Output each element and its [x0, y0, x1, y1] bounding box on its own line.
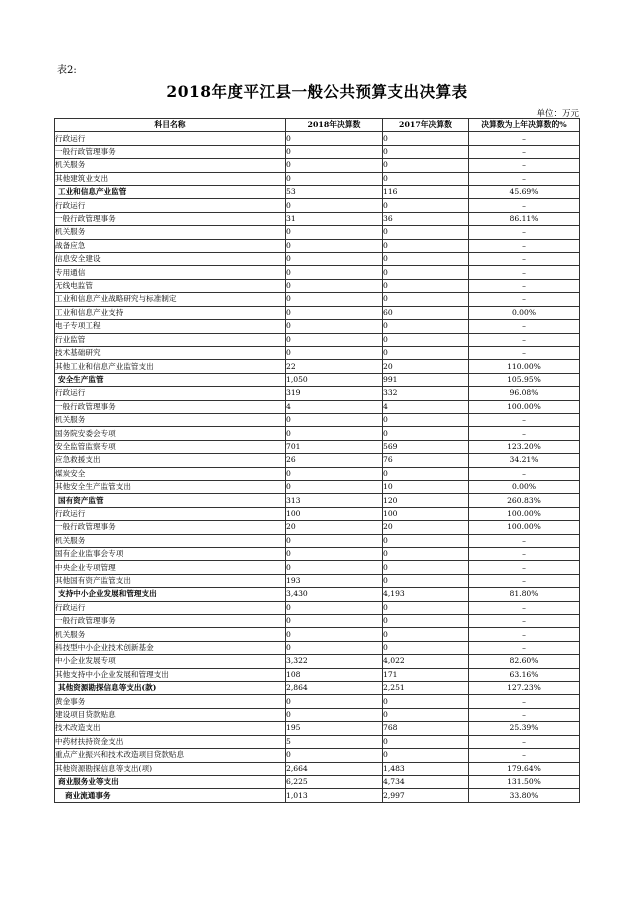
row-2017-value: 60 [383, 306, 469, 319]
row-ratio-value: – [469, 749, 580, 762]
table-row [55, 239, 580, 252]
row-ratio-value: 123.20% [469, 440, 580, 453]
table-row [55, 655, 580, 668]
row-ratio-value: – [469, 574, 580, 587]
row-2018-value: 0 [286, 279, 383, 292]
row-subject-name: 一般行政管理事务 [55, 400, 286, 413]
table-row [55, 762, 580, 775]
row-ratio-value: – [469, 641, 580, 654]
row-2017-value: 120 [383, 494, 469, 507]
row-ratio-value: – [469, 413, 580, 426]
row-2017-value: 76 [383, 454, 469, 467]
row-2018-value: 0 [286, 548, 383, 561]
table-row [55, 413, 580, 426]
row-2017-value: 0 [383, 293, 469, 306]
table-row [55, 494, 580, 507]
row-subject-name: 机关服务 [55, 226, 286, 239]
row-ratio-value: – [469, 628, 580, 641]
row-subject-name: 中药材扶持资金支出 [55, 735, 286, 748]
row-2017-value: 0 [383, 239, 469, 252]
row-subject-name: 安全生产监管 [55, 373, 286, 386]
row-ratio-value: 100.00% [469, 521, 580, 534]
row-2018-value: 0 [286, 749, 383, 762]
row-2018-value: 0 [286, 641, 383, 654]
row-2018-value: 1,050 [286, 373, 383, 386]
row-2018-value: 0 [286, 628, 383, 641]
row-2017-value: 0 [383, 601, 469, 614]
table-row [55, 641, 580, 654]
table-body [55, 132, 580, 802]
row-subject-name: 煤炭安全 [55, 467, 286, 480]
table-row [55, 601, 580, 614]
row-2017-value: 1,483 [383, 762, 469, 775]
unit-label: 单位：万元 [536, 109, 579, 119]
row-subject-name: 工业和信息产业监管 [55, 186, 286, 199]
table-row [55, 749, 580, 762]
row-subject-name: 机关服务 [55, 159, 286, 172]
row-2017-value: 0 [383, 641, 469, 654]
row-ratio-value: – [469, 279, 580, 292]
row-2017-value: 0 [383, 615, 469, 628]
row-2017-value: 0 [383, 132, 469, 145]
row-subject-name: 行政运行 [55, 601, 286, 614]
table-row [55, 266, 580, 279]
table-row [55, 427, 580, 440]
row-2018-value: 0 [286, 561, 383, 574]
row-ratio-value: – [469, 145, 580, 158]
row-ratio-value: – [469, 199, 580, 212]
table-row [55, 574, 580, 587]
row-subject-name: 行政运行 [55, 132, 286, 145]
row-ratio-value: 0.00% [469, 480, 580, 493]
row-ratio-value: 0.00% [469, 306, 580, 319]
row-2017-value: 0 [383, 413, 469, 426]
row-ratio-value: – [469, 548, 580, 561]
row-2018-value: 0 [286, 615, 383, 628]
table-row [55, 695, 580, 708]
row-2018-value: 100 [286, 507, 383, 520]
table-row [55, 400, 580, 413]
page-title: 2018年度平江县一般公共预算支出决算表 [166, 82, 468, 101]
table-row [55, 708, 580, 721]
row-subject-name: 中小企业发展专项 [55, 655, 286, 668]
row-ratio-value: – [469, 601, 580, 614]
row-subject-name: 信息安全建设 [55, 253, 286, 266]
row-2017-value: 20 [383, 360, 469, 373]
table-row [55, 159, 580, 172]
row-2018-value: 0 [286, 320, 383, 333]
row-2018-value: 0 [286, 145, 383, 158]
table-row [55, 132, 580, 145]
row-2018-value: 0 [286, 467, 383, 480]
row-2018-value: 4 [286, 400, 383, 413]
row-subject-name: 机关服务 [55, 534, 286, 547]
row-ratio-value: – [469, 534, 580, 547]
row-2018-value: 0 [286, 132, 383, 145]
row-2017-value: 0 [383, 548, 469, 561]
row-subject-name: 机关服务 [55, 413, 286, 426]
table-header-row [55, 119, 580, 132]
row-subject-name: 黄金事务 [55, 695, 286, 708]
table-row [55, 480, 580, 493]
row-ratio-value: 82.60% [469, 655, 580, 668]
row-subject-name: 支持中小企业发展和管理支出 [55, 588, 286, 601]
row-2018-value: 3,430 [286, 588, 383, 601]
row-ratio-value: – [469, 615, 580, 628]
row-subject-name: 重点产业振兴和技术改造项目贷款贴息 [55, 749, 286, 762]
row-2017-value: 0 [383, 534, 469, 547]
row-2018-value: 6,225 [286, 775, 383, 788]
table-row [55, 735, 580, 748]
table-row [55, 561, 580, 574]
row-2018-value: 195 [286, 722, 383, 735]
row-ratio-value: 127.23% [469, 682, 580, 695]
row-2017-value: 0 [383, 199, 469, 212]
row-2018-value: 0 [286, 199, 383, 212]
table-row [55, 628, 580, 641]
table-row [55, 253, 580, 266]
row-2017-value: 100 [383, 507, 469, 520]
row-ratio-value: 100.00% [469, 400, 580, 413]
table-row [55, 320, 580, 333]
table-row [55, 360, 580, 373]
row-subject-name: 工业和信息产业支持 [55, 306, 286, 319]
row-2017-value: 991 [383, 373, 469, 386]
table-row [55, 172, 580, 185]
row-ratio-value: 96.08% [469, 387, 580, 400]
row-ratio-value: 100.00% [469, 507, 580, 520]
row-subject-name: 机关服务 [55, 628, 286, 641]
row-ratio-value: – [469, 467, 580, 480]
table-row [55, 534, 580, 547]
row-2017-value: 36 [383, 212, 469, 225]
row-ratio-value: – [469, 695, 580, 708]
row-2018-value: 313 [286, 494, 383, 507]
row-2018-value: 53 [286, 186, 383, 199]
row-2017-value: 768 [383, 722, 469, 735]
table-row [55, 279, 580, 292]
row-2018-value: 0 [286, 708, 383, 721]
row-2017-value: 0 [383, 266, 469, 279]
row-subject-name: 战备应急 [55, 239, 286, 252]
table-row [55, 588, 580, 601]
row-subject-name: 科技型中小企业技术创新基金 [55, 641, 286, 654]
row-2017-value: 0 [383, 333, 469, 346]
row-subject-name: 一般行政管理事务 [55, 615, 286, 628]
row-subject-name: 无线电监管 [55, 279, 286, 292]
row-2017-value: 0 [383, 628, 469, 641]
row-2017-value: 0 [383, 427, 469, 440]
row-subject-name: 一般行政管理事务 [55, 212, 286, 225]
row-ratio-value: – [469, 226, 580, 239]
row-2017-value: 4,734 [383, 775, 469, 788]
table-row [55, 212, 580, 225]
row-subject-name: 行政运行 [55, 199, 286, 212]
column-header-ratio: 决算数为上年决算数的% [469, 119, 580, 132]
row-ratio-value: 131.50% [469, 775, 580, 788]
row-subject-name: 技术基础研究 [55, 346, 286, 359]
row-2018-value: 0 [286, 695, 383, 708]
row-ratio-value: – [469, 266, 580, 279]
table-row [55, 226, 580, 239]
row-2018-value: 0 [286, 346, 383, 359]
row-ratio-value: 81.80% [469, 588, 580, 601]
table-row [55, 373, 580, 386]
table-row [55, 507, 580, 520]
row-2017-value: 4 [383, 400, 469, 413]
row-ratio-value: – [469, 293, 580, 306]
row-2018-value: 26 [286, 454, 383, 467]
row-2018-value: 0 [286, 306, 383, 319]
row-ratio-value: – [469, 172, 580, 185]
column-header-subject: 科目名称 [55, 119, 286, 132]
row-subject-name: 安全监管监察专项 [55, 440, 286, 453]
row-subject-name: 商业服务业等支出 [55, 775, 286, 788]
row-ratio-value: 105.95% [469, 373, 580, 386]
row-2018-value: 0 [286, 534, 383, 547]
row-2018-value: 0 [286, 333, 383, 346]
row-subject-name: 行业监管 [55, 333, 286, 346]
row-ratio-value: 63.16% [469, 668, 580, 681]
table-row [55, 521, 580, 534]
row-2018-value: 20 [286, 521, 383, 534]
row-ratio-value: 25.39% [469, 722, 580, 735]
row-ratio-value: 260.83% [469, 494, 580, 507]
row-ratio-value: – [469, 132, 580, 145]
row-subject-name: 一般行政管理事务 [55, 145, 286, 158]
row-ratio-value: 45.69% [469, 186, 580, 199]
row-subject-name: 专用通信 [55, 266, 286, 279]
row-2017-value: 0 [383, 172, 469, 185]
row-subject-name: 中央企业专项管理 [55, 561, 286, 574]
row-2018-value: 0 [286, 159, 383, 172]
row-2018-value: 701 [286, 440, 383, 453]
row-2017-value: 0 [383, 145, 469, 158]
row-subject-name: 其他资源勘探信息等支出(款) [55, 682, 286, 695]
row-2018-value: 22 [286, 360, 383, 373]
row-2017-value: 332 [383, 387, 469, 400]
row-2017-value: 2,251 [383, 682, 469, 695]
row-subject-name: 技术改造支出 [55, 722, 286, 735]
row-ratio-value: 33.80% [469, 789, 580, 802]
table-row [55, 722, 580, 735]
table-row [55, 333, 580, 346]
row-2017-value: 0 [383, 279, 469, 292]
row-subject-name: 一般行政管理事务 [55, 521, 286, 534]
row-subject-name: 其他工业和信息产业监管支出 [55, 360, 286, 373]
row-2017-value: 20 [383, 521, 469, 534]
table-row [55, 789, 580, 802]
row-2017-value: 0 [383, 749, 469, 762]
row-2017-value: 569 [383, 440, 469, 453]
row-2018-value: 0 [286, 266, 383, 279]
row-2017-value: 0 [383, 467, 469, 480]
row-2018-value: 193 [286, 574, 383, 587]
row-subject-name: 国务院安委会专项 [55, 427, 286, 440]
row-ratio-value: 34.21% [469, 454, 580, 467]
row-2017-value: 0 [383, 320, 469, 333]
row-subject-name: 建设项目贷款贴息 [55, 708, 286, 721]
row-subject-name: 商业流通事务 [55, 789, 286, 802]
table-row [55, 293, 580, 306]
row-2018-value: 3,322 [286, 655, 383, 668]
table-row [55, 454, 580, 467]
row-2018-value: 0 [286, 226, 383, 239]
row-2017-value: 0 [383, 708, 469, 721]
row-2018-value: 0 [286, 601, 383, 614]
row-ratio-value: 110.00% [469, 360, 580, 373]
row-2018-value: 2,664 [286, 762, 383, 775]
row-2018-value: 31 [286, 212, 383, 225]
row-ratio-value: – [469, 239, 580, 252]
row-ratio-value: 179.64% [469, 762, 580, 775]
row-2017-value: 0 [383, 561, 469, 574]
row-2018-value: 108 [286, 668, 383, 681]
table-row [55, 775, 580, 788]
row-2017-value: 2,997 [383, 789, 469, 802]
row-ratio-value: 86.11% [469, 212, 580, 225]
row-ratio-value: – [469, 735, 580, 748]
table-row [55, 467, 580, 480]
row-2018-value: 2,864 [286, 682, 383, 695]
row-2017-value: 116 [383, 186, 469, 199]
row-subject-name: 行政运行 [55, 507, 286, 520]
row-2018-value: 0 [286, 427, 383, 440]
row-2017-value: 0 [383, 159, 469, 172]
table-row [55, 346, 580, 359]
row-subject-name: 其他安全生产监管支出 [55, 480, 286, 493]
row-ratio-value: – [469, 427, 580, 440]
row-2018-value: 0 [286, 480, 383, 493]
row-2018-value: 0 [286, 293, 383, 306]
row-2017-value: 0 [383, 695, 469, 708]
row-ratio-value: – [469, 253, 580, 266]
row-2018-value: 5 [286, 735, 383, 748]
table-number: 表2: [57, 65, 77, 76]
row-2018-value: 319 [286, 387, 383, 400]
row-ratio-value: – [469, 346, 580, 359]
row-2017-value: 0 [383, 735, 469, 748]
table-row [55, 199, 580, 212]
row-ratio-value: – [469, 333, 580, 346]
table-row [55, 440, 580, 453]
row-subject-name: 国有企业监事会专项 [55, 548, 286, 561]
row-2018-value: 0 [286, 253, 383, 266]
row-ratio-value: – [469, 320, 580, 333]
budget-table [54, 118, 580, 803]
row-ratio-value: – [469, 159, 580, 172]
table-row [55, 186, 580, 199]
table-row [55, 306, 580, 319]
row-2017-value: 0 [383, 226, 469, 239]
table-row [55, 548, 580, 561]
table-row [55, 145, 580, 158]
row-subject-name: 行政运行 [55, 387, 286, 400]
row-2018-value: 0 [286, 239, 383, 252]
row-2017-value: 0 [383, 253, 469, 266]
table-row [55, 387, 580, 400]
row-2017-value: 4,193 [383, 588, 469, 601]
row-2018-value: 0 [286, 172, 383, 185]
column-header-2018: 2018年决算数 [286, 119, 383, 132]
row-subject-name: 其他国有资产监管支出 [55, 574, 286, 587]
table-row [55, 682, 580, 695]
row-2017-value: 4,022 [383, 655, 469, 668]
row-2017-value: 10 [383, 480, 469, 493]
row-subject-name: 应急救援支出 [55, 454, 286, 467]
row-2018-value: 0 [286, 413, 383, 426]
row-subject-name: 工业和信息产业战略研究与标准制定 [55, 293, 286, 306]
row-2018-value: 1,013 [286, 789, 383, 802]
row-2017-value: 0 [383, 346, 469, 359]
row-ratio-value: – [469, 561, 580, 574]
row-ratio-value: – [469, 708, 580, 721]
table-row [55, 615, 580, 628]
row-2017-value: 0 [383, 574, 469, 587]
row-2017-value: 171 [383, 668, 469, 681]
row-subject-name: 电子专项工程 [55, 320, 286, 333]
table-row [55, 668, 580, 681]
column-header-2017: 2017年决算数 [383, 119, 469, 132]
row-subject-name: 国有资产监管 [55, 494, 286, 507]
row-subject-name: 其他支持中小企业发展和管理支出 [55, 668, 286, 681]
row-subject-name: 其他资源勘探信息等支出(项) [55, 762, 286, 775]
row-subject-name: 其他建筑业支出 [55, 172, 286, 185]
